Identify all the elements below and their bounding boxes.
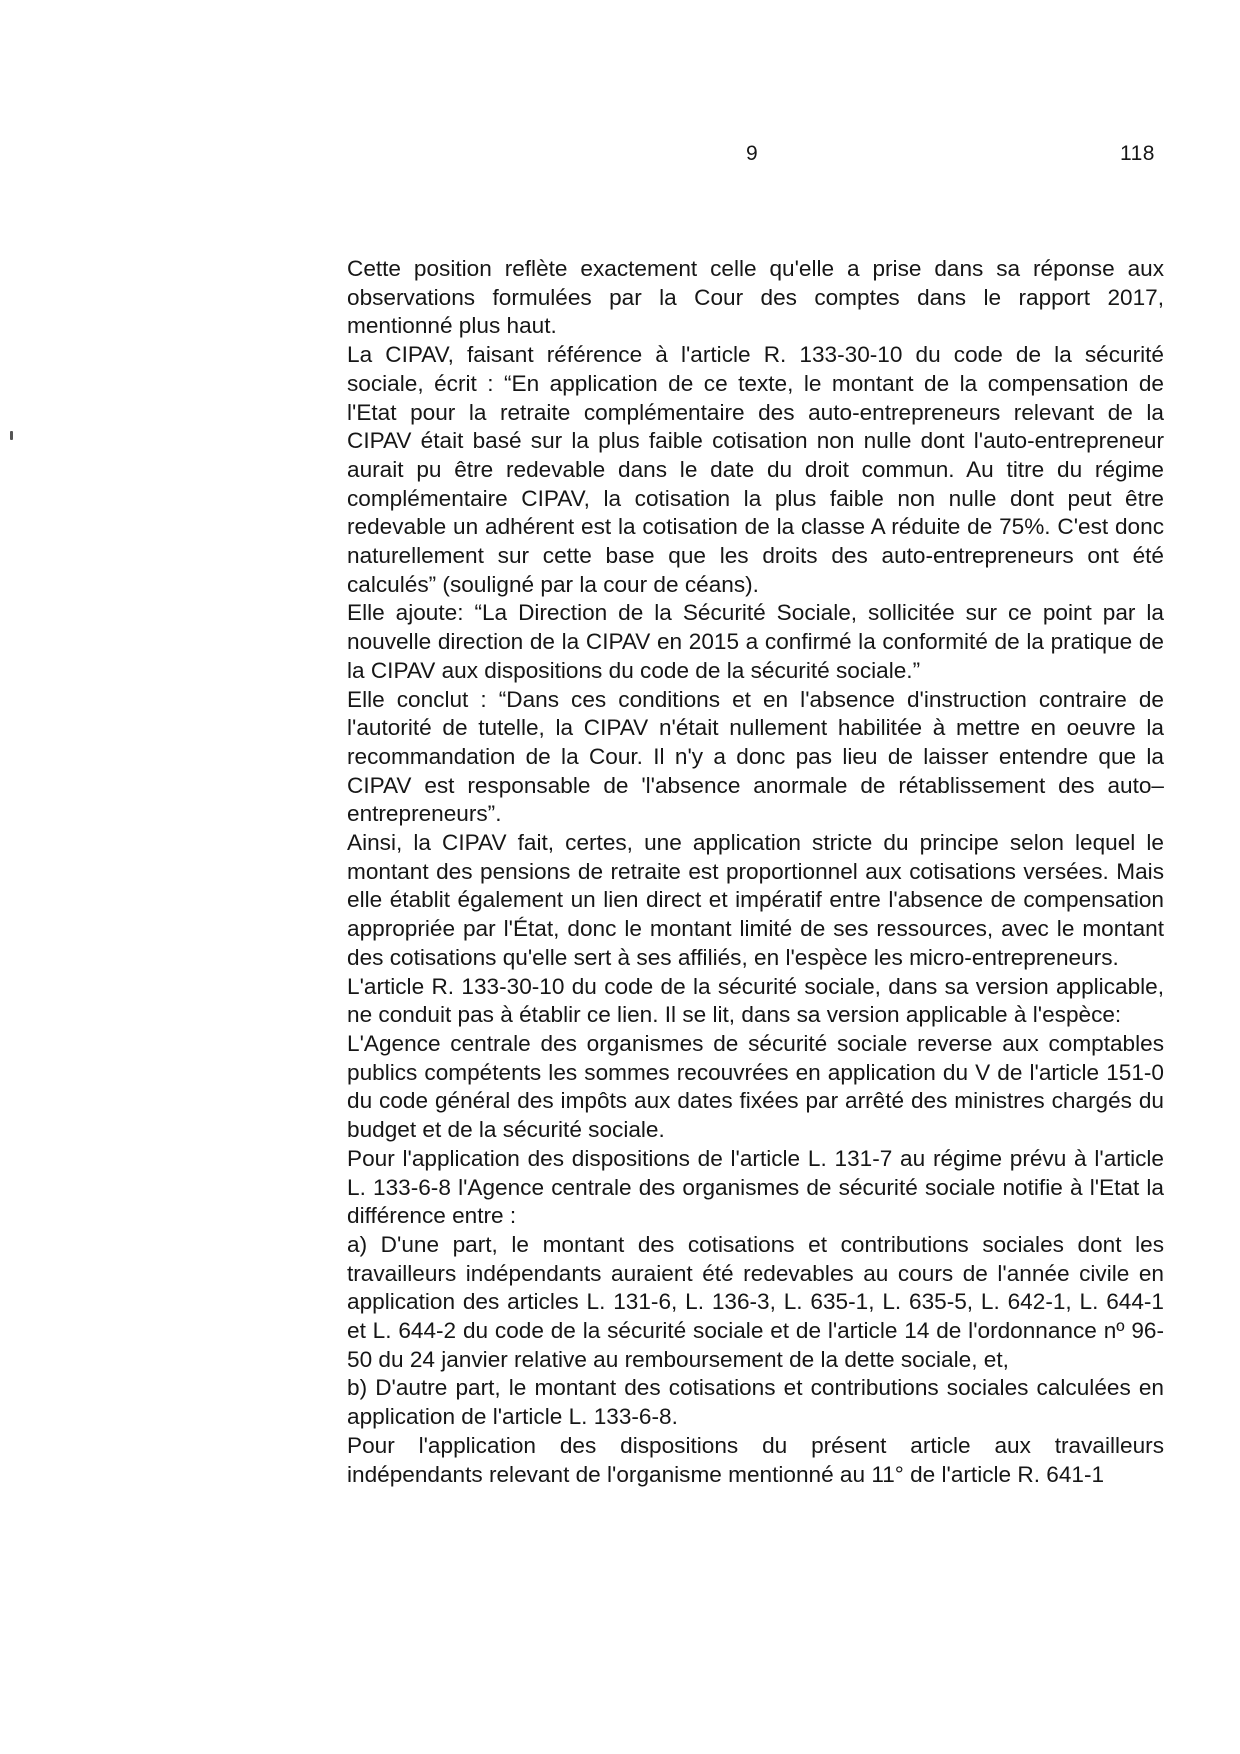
paragraph: Pour l'application des dispositions du présent article aux travailleurs indépendants relevant de l'organisme mentionné au 11° de l'article R. 641-1 — [347, 1432, 1164, 1487]
page-number: 9 — [746, 142, 759, 165]
paragraph: b) D'autre part, le montant des cotisations et contributions sociales calculées en application de l'article L. 133-6-8. — [347, 1375, 1164, 1430]
paragraph: La CIPAV, faisant référence à l'article R. 133-30-10 du code de la sécurité sociale, écrit : “En application de ce texte, le montant de la compensation de l'Etat pour la retraite complémentaire des auto-entrepreneurs relevant de la CIPAV était basé sur la plus faible cotisation non nulle dont l'auto-entrepreneur aurait pu être redevable dans le date du droit commun. Au titre du régime complémentaire CIPAV, la cotisation la plus faible non nulle dont peut être redevable un adhérent est la cotisation de la classe A réduite de 75%. C'est donc naturellement sur cette base que les droits des auto-entrepreneurs ont été calculés” (souligné par la cour de céans). — [347, 342, 1164, 597]
scan-artifact-mark — [10, 431, 13, 440]
paragraph: a) D'une part, le montant des cotisations et contributions sociales dont les travailleurs indépendants auraient été redevables au cours de l'année civile en application des articles L. 131-6, L. 136-3, L. 635-1, L. 635-5, L. 642-1, L. 644-1 et L. 644-2 du code de la sécurité sociale et de l'article 14 de l'ordonnance nº 96-50 du 24 janvier relative au remboursement de la dette sociale, et, — [347, 1231, 1164, 1372]
document-folio-number: 118 — [1120, 142, 1155, 165]
paragraph: L'article R. 133-30-10 du code de la sécurité sociale, dans sa version applicable, ne conduit pas à établir ce lien. Il se lit, dans sa version applicable à l'espèce: — [347, 973, 1164, 1028]
paragraph: Elle ajoute: “La Direction de la Sécurité Sociale, sollicitée sur ce point par la nouvelle direction de la CIPAV en 2015 a confirmé la conformité de la pratique de la CIPAV aux dispositions du code de la sécurité sociale.” — [347, 600, 1164, 683]
document-body — [347, 255, 1164, 1489]
paragraph: Elle conclut : “Dans ces conditions et en l'absence d'instruction contraire de l'autorité de tutelle, la CIPAV n'était nullement habilitée à mettre en oeuvre la recommandation de la Cour. Il n'y a donc pas lieu de laisser entendre que la CIPAV est responsable de 'l'absence anormale de rétablissement des auto–entrepreneurs”. — [347, 686, 1164, 827]
paragraph: Pour l'application des dispositions de l'article L. 131-7 au régime prévu à l'article L. 133-6-8 l'Agence centrale des organismes de sécurité sociale notifie à l'Etat la différence entre : — [347, 1145, 1164, 1229]
paragraph: L'Agence centrale des organismes de sécurité sociale reverse aux comptables publics compétents les sommes recouvrées en application du V de l'article 151-0 du code général des impôts aux dates fixées par arrêté des ministres chargés du budget et de la sécurité sociale. — [347, 1030, 1164, 1143]
paragraph: Ainsi, la CIPAV fait, certes, une application stricte du principe selon lequel le montant des pensions de retraite est proportionnel aux cotisations versées. Mais elle établit également un lien direct et impératif entre l'absence de compensation appropriée par l'État, donc le montant limité de ses ressources, avec le montant des cotisations qu'elle sert à ses affiliés, en l'espèce les micro-entrepreneurs. — [347, 830, 1164, 970]
paragraph: Cette position reflète exactement celle qu'elle a prise dans sa réponse aux observations formulées par la Cour des comptes dans le rapport 2017, mentionné plus haut. — [347, 256, 1164, 339]
